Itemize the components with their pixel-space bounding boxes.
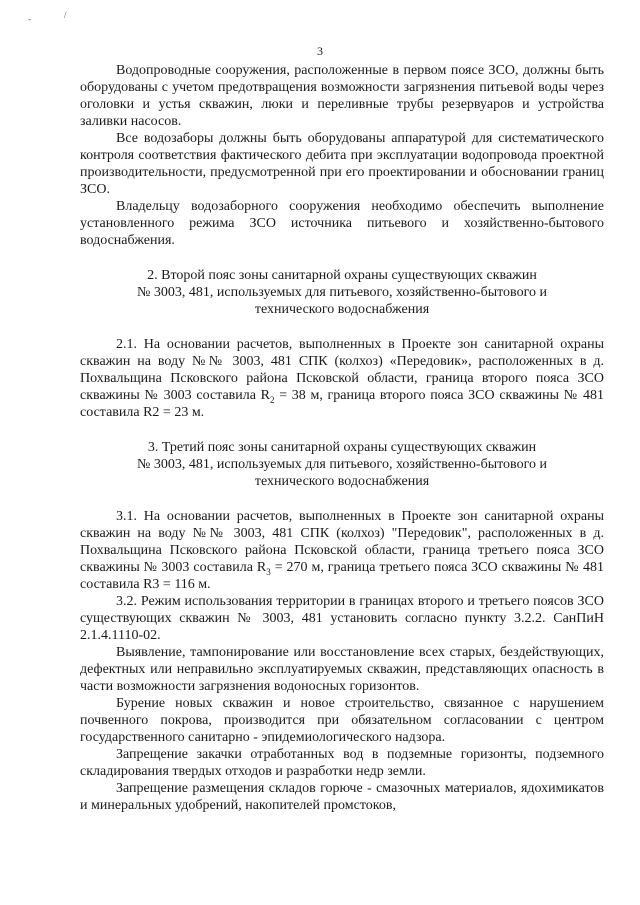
document-body	[80, 62, 604, 814]
paragraph-owner-obligation: Владельцу водозаборного сооружения необходимо обеспечить выполнение установленного режима ЗСО источника питьевого и хозяйственно-бытового водоснабжения.	[80, 199, 604, 248]
subscript: 2	[270, 394, 275, 405]
paragraph-2-1	[80, 336, 604, 421]
page-number: 3	[317, 44, 323, 58]
subscript: 3	[266, 566, 271, 577]
heading-line: технического водоснабжения	[254, 474, 430, 489]
scan-mark: /	[64, 10, 67, 20]
paragraph-new-drilling: Бурение новых скважин и новое строительство, связанное с нарушением почвенного покрова, производится при обязательном согласовании с центром государственного санитарно - эпидемиологического надзора.	[80, 696, 604, 745]
paragraph-water-intake-monitoring: Все водозаборы должны быть оборудованы аппаратурой для систематического контроля соответствия фактического дебита при эксплуатации водопровода проектной производительности, предусмотренной при его проектировании и обосновании границ ЗСО.	[80, 131, 604, 197]
heading-line: № 3003, 481, используемых для питьевого, хозяйственно-бытового и	[137, 457, 547, 472]
scan-mark: -	[28, 14, 31, 24]
text-segment: 3.1. На основании расчетов, выполненных в Проекте зон санитарной охраны скважин на воду №№ 3003, 481 СПК (колхоз) "Передовик", расположенных в д. Похвальщина Псковского района Псковской области, граница третьего пояса ЗСО скважины № 3003 составила R	[80, 509, 604, 575]
heading-line: № 3003, 481, используемых для питьевого, хозяйственно-бытового и	[137, 285, 547, 300]
heading-line: технического водоснабжения	[254, 302, 430, 317]
paragraph-3-2: 3.2. Режим использования территории в границах второго и третьего поясов ЗСО существующих скважин № 3003, 481 установить согласно пункту 3.2.2. СанПиН 2.1.4.1110-02.	[80, 594, 604, 643]
paragraph-storage-ban: Запрещение размещения складов горюче - смазочных материалов, ядохимикатов и минеральных удобрений, накопителей промстоков,	[80, 781, 604, 813]
paragraph-waste-injection-ban: Запрещение закачки отработанных вод в подземные горизонты, подземного складирования твердых отходов и разработки недр земли.	[80, 747, 604, 779]
paragraph-old-wells: Выявление, тампонирование или восстановление всех старых, бездействующих, дефектных или неправильно эксплуатируемых скважин, представляющих опасность в части возможности загрязнения водоносных горизонтов.	[80, 645, 604, 694]
section-heading-third-zone	[80, 439, 604, 490]
section-heading-second-zone	[80, 267, 604, 318]
heading-line: 2. Второй пояс зоны санитарной охраны существующих скважин	[147, 268, 537, 283]
paragraph-first-zone-equipment: Водопроводные сооружения, расположенные в первом поясе ЗСО, должны быть оборудованы с учетом предотвращения возможности загрязнения питьевой воды через оголовки и устья скважин, люки и переливные трубы резервуаров и устройства заливки насосов.	[80, 63, 604, 129]
heading-line: 3. Третий пояс зоны санитарной охраны существующих скважин	[147, 440, 537, 455]
text-segment: 2.1. На основании расчетов, выполненных в Проекте зон санитарной охраны скважин на воду №№ 3003, 481 СПК (колхоз) «Передовик», расположенных в д. Похвальщина Псковского района Псковской области, граница второго пояса ЗСО скважины № 3003 составила R	[80, 337, 604, 403]
text-segment: = 270 м, граница третьего пояса ЗСО скважины № 481 составила R3 = 116 м.	[80, 560, 604, 592]
paragraph-3-1	[80, 508, 604, 593]
text-segment: = 38 м, граница второго пояса ЗСО скважины № 481 составила R2 = 23 м.	[80, 388, 604, 420]
